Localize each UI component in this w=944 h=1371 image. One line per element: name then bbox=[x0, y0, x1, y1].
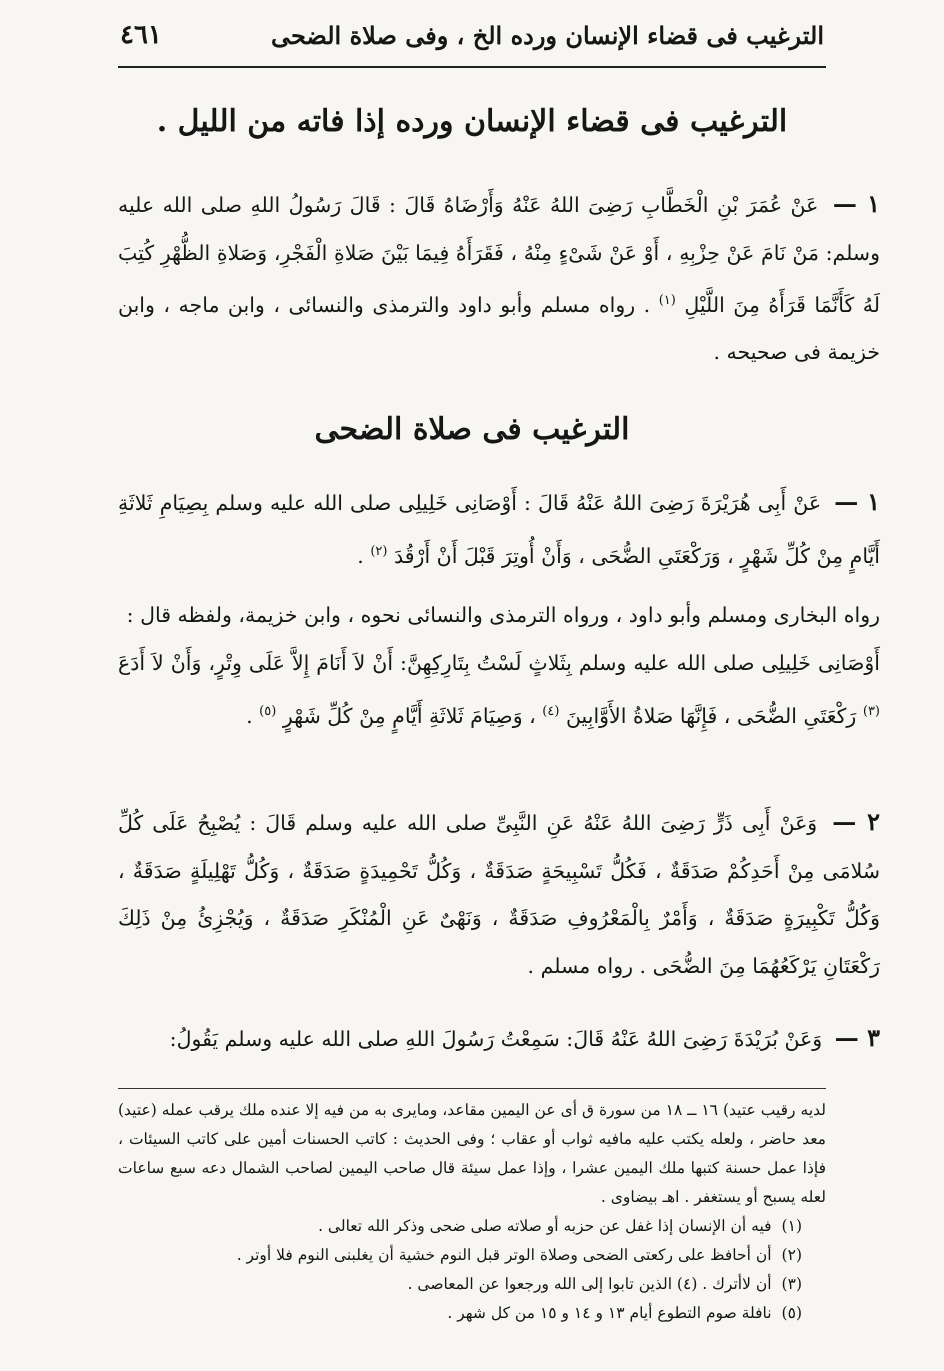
hadith-text-end: . bbox=[357, 543, 364, 568]
footnote-item bbox=[118, 1212, 802, 1241]
hadith-number: ١ — bbox=[834, 487, 880, 516]
footnote-number: (٣) bbox=[781, 1275, 802, 1293]
hadith-abu-hurairah-paragraph bbox=[118, 478, 880, 580]
footnotes bbox=[118, 1096, 826, 1328]
footnote-item bbox=[118, 1299, 802, 1328]
hadith-number: ١ — bbox=[832, 189, 880, 218]
footnote-number: (٥) bbox=[781, 1304, 802, 1322]
hadith-text: وَعَنْ بُرَيْدَةَ رَضِىَ اللهُ عَنْهُ قَالَ: سَمِعْتُ رَسُولَ اللهِ صلى الله عليه وسلم يَقُولُ: bbox=[169, 1027, 823, 1051]
running-head bbox=[120, 14, 824, 56]
footnote-text: أن لاأترك . (٤) الذين تابوا إلى الله ورجعوا عن المعاصى . bbox=[407, 1275, 772, 1293]
footnote-number: (١) bbox=[781, 1217, 802, 1235]
footnote-ref: (١) bbox=[658, 293, 676, 308]
hadith-abu-dharr-paragraph bbox=[118, 798, 880, 990]
footnote-text: أن أحافظ على ركعتى الضحى وصلاة الوتر قبل النوم خشية أن يغلبنى النوم فلا أوتر . bbox=[236, 1246, 772, 1264]
hadith-text: وَعَنْ أَبِى ذَرٍّ رَضِىَ اللهُ عَنْهُ عَنِ النَّبِىِّ صلى الله عليه وسلم قَالَ : يُصْبِحُ عَلَى كُلِّ سُلامَى مِنْ أَحَدِكُمْ صَدَقَةٌ ، فَكُلُّ تَسْبِيحَةٍ صَدَقَةٌ ، وَكُلُّ تَحْمِيدَةٍ صَدَقَةٌ ، وَكُلُّ تَهْلِيلَةٍ صَدَقَةٌ ، وَكُلُّ تَكْبِيرَةٍ صَدَقَةٌ ، وَأَمْرٌ بِالْمَعْرُوفِ صَدَقَةٌ ، وَنَهْىٌ عَنِ الْمُنْكَرِ صَدَقَةٌ ، وَيُجْزِئُ مِنْ ذَلِكَ رَكْعَتَانِ يَرْكَعُهُمَا مِنَ الضُّحَى . رواه مسلم . bbox=[118, 811, 880, 978]
hadith-text: أَوْصَانِى خَلِيلِى صلى الله عليه وسلم بِثَلاثٍ لَسْتُ بِتَارِكِهِنَّ: أَنْ لاَ أَنَامَ إِلاَّ عَلَى وِتْرٍ، وَأَنْ لاَ أَدَعَ bbox=[118, 651, 880, 675]
header-rule bbox=[118, 66, 826, 68]
hadith-narration-line: رواه البخارى ومسلم وأبو داود ، ورواه الترمذى والنسائى نحوه ، وابن خزيمة، ولفظه قال : bbox=[126, 603, 880, 627]
hadith-text-end: . bbox=[246, 703, 253, 728]
hadith-text: عَنْ عُمَرَ بْنِ الْخَطَّابِ رَضِىَ اللهُ عَنْهُ وَأَرْضَاهُ قَالَ : قَالَ رَسُولُ اللهِ صلى الله عليه وسلم: مَنْ نَامَ عَنْ حِزْبِهِ ، أَوْ عَنْ شَىْءٍ مِنْهُ ، فَقَرَأَهُ فِيمَا بَيْنَ صَلاةِ الْفَجْرِ، وَصَلاةِ الظُّهْرِ كُتِبَ لَهُ كَأَنَّمَا قَرَأَهُ مِنَ اللَّيْلِ bbox=[118, 193, 880, 317]
footnote-ref: (٥) bbox=[259, 703, 277, 719]
hadith-narration: . رواه مسلم وأبو داود والترمذى والنسائى ، وابن ماجه ، وابن خزيمة فى صحيحه . bbox=[118, 292, 880, 365]
footnote-number: (٢) bbox=[781, 1246, 802, 1264]
footnote-continuation: لديه رقيب عتيد) ١٦ ــ ١٨ من سورة ق أى عن اليمين مقاعد، ومايرى به من فيه إلا عنده ملك يرقب عمله (عتيد) معد حاضر ، ولعله يكتب عليه مافيه ثواب أو عقاب ؛ وفى الحديث : كاتب الحسنات أمين على كاتب السيئات ، فإذا عمل حسنة كتبها ملك اليمين عشرا ، وإذا عمل سيئة قال صاحب اليمين لصاحب الشمال دعه سبع ساعات لعله يسبح أو يستغفر . اهـ بيضاوى . bbox=[118, 1101, 827, 1206]
running-title: الترغيب فى قضاء الإنسان ورده الخ ، وفى صلاة الضحى bbox=[270, 20, 824, 50]
hadith-text: رَكْعَتَىِ الضُّحَى ، فَإِنَّهَا صَلاةُ الأَوَّابِينَ bbox=[565, 703, 857, 728]
footnote-ref: (٢) bbox=[370, 543, 388, 559]
footnote-list bbox=[118, 1212, 826, 1328]
footnote-item bbox=[118, 1270, 802, 1299]
footnote-ref: (٣) bbox=[862, 703, 880, 719]
hadith-umar-paragraph bbox=[118, 180, 880, 377]
hadith-number: ٢ — bbox=[832, 807, 880, 836]
section-title-night-recitation: الترغيب فى قضاء الإنسان ورده إذا فاته من الليل . bbox=[156, 104, 788, 139]
hadith-text: عَنْ أَبِى هُرَيْرَةَ رَضِىَ اللهُ عَنْهُ قَالَ : أَوْصَانِى خَلِيلِى صلى الله عليه وسلم بِصِيَامِ ثَلاثَةِ أَيَّامٍ مِنْ كُلِّ شَهْرٍ ، وَرَكْعَتَىِ الضُّحَى ، وَأَنْ أُوتِرَ قَبْلَ أَنْ أَرْقُدَ bbox=[118, 491, 880, 568]
footnote-text: نافلة صوم التطوع أيام ١٣ و ١٤ و ١٥ من كل شهر . bbox=[447, 1304, 772, 1322]
section-title-duha-prayer: الترغيب فى صلاة الضحى bbox=[314, 412, 630, 447]
footnote-item bbox=[118, 1241, 802, 1270]
hadith-number: ٣ — bbox=[834, 1023, 880, 1052]
hadith-ibn-khuzaymah-wording bbox=[118, 640, 880, 740]
footnote-text: فيه أن الإنسان إذا غفل عن حزبه أو صلاته صلى ضحى وذكر الله تعالى . bbox=[318, 1217, 772, 1235]
footnote-rule bbox=[118, 1088, 826, 1089]
hadith-text: ، وَصِيَامَ ثَلاثَةِ أَيَّامٍ مِنْ كُلِّ شَهْرٍ bbox=[282, 703, 536, 728]
page-number: ٤٦١ bbox=[120, 20, 162, 50]
footnote-ref: (٤) bbox=[542, 703, 560, 719]
hadith-buraydah-paragraph bbox=[118, 1014, 880, 1064]
